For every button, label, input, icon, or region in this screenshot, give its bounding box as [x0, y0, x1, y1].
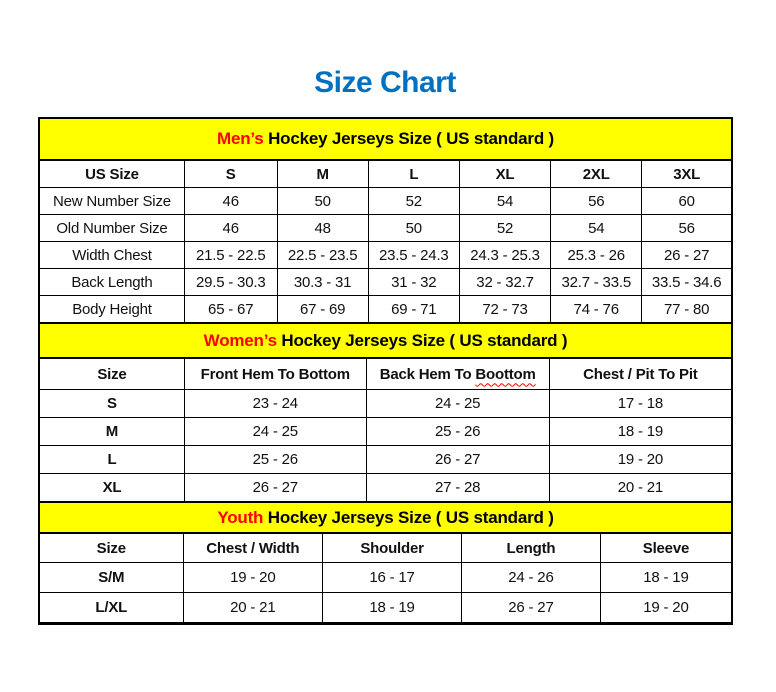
table-row: [40, 474, 731, 502]
data-cell: 31 - 32: [368, 269, 459, 296]
banner-text: Hockey Jerseys Size ( US standard ): [263, 129, 554, 148]
data-cell: 25.3 - 26: [551, 242, 642, 269]
data-cell: 24 - 25: [184, 418, 366, 446]
table-row: [40, 390, 731, 418]
data-cell: 26 - 27: [642, 242, 731, 269]
banner-highlight: Youth: [217, 507, 264, 527]
data-cell: 56: [642, 215, 731, 242]
table-row: [40, 593, 731, 623]
banner-text: Hockey Jerseys Size ( US standard ): [263, 507, 554, 527]
row-label: M: [40, 418, 184, 446]
data-cell: 48: [277, 215, 368, 242]
data-cell: 27 - 28: [366, 474, 549, 502]
table-row: [40, 296, 731, 323]
row-label: L: [40, 446, 184, 474]
size-chart: [38, 117, 733, 625]
data-cell: 30.3 - 31: [277, 269, 368, 296]
page-title: Size Chart: [314, 66, 456, 99]
data-cell: 50: [277, 188, 368, 215]
data-cell: 24 - 25: [366, 390, 549, 418]
data-cell: 21.5 - 22.5: [184, 242, 277, 269]
data-cell: 24.3 - 25.3: [459, 242, 550, 269]
column-header: Chest / Width: [183, 534, 323, 563]
size-table-mens: [40, 160, 731, 323]
data-cell: 54: [551, 215, 642, 242]
header-row: [40, 161, 731, 188]
data-cell: 16 - 17: [323, 563, 462, 593]
misspelled-word: Boottom: [475, 365, 536, 383]
row-label: Body Height: [40, 296, 184, 323]
data-cell: 18 - 19: [549, 418, 731, 446]
row-label: L/XL: [40, 593, 183, 623]
column-header: XL: [459, 161, 550, 188]
table-row: [40, 563, 731, 593]
column-header: L: [368, 161, 459, 188]
row-label: Old Number Size: [40, 215, 184, 242]
data-cell: 19 - 20: [183, 563, 323, 593]
data-cell: 26 - 27: [366, 446, 549, 474]
data-cell: 77 - 80: [642, 296, 731, 323]
data-cell: 32 - 32.7: [459, 269, 550, 296]
data-cell: 26 - 27: [184, 474, 366, 502]
section-banner-womens: [40, 323, 731, 358]
column-header: M: [277, 161, 368, 188]
data-cell: 46: [184, 188, 277, 215]
data-cell: 24 - 26: [462, 563, 601, 593]
row-label: S/M: [40, 563, 183, 593]
data-cell: 23.5 - 24.3: [368, 242, 459, 269]
row-label: New Number Size: [40, 188, 184, 215]
column-header: 3XL: [642, 161, 731, 188]
header-row: [40, 359, 731, 390]
table-row: [40, 418, 731, 446]
data-cell: 23 - 24: [184, 390, 366, 418]
data-cell: 54: [459, 188, 550, 215]
table-row: [40, 188, 731, 215]
data-cell: 33.5 - 34.6: [642, 269, 731, 296]
data-cell: 25 - 26: [366, 418, 549, 446]
table-row: [40, 215, 731, 242]
column-header: Sleeve: [600, 534, 731, 563]
data-cell: 50: [368, 215, 459, 242]
data-cell: 17 - 18: [549, 390, 731, 418]
data-cell: 60: [642, 188, 731, 215]
column-header: Chest / Pit To Pit: [549, 359, 731, 390]
column-header-text: Back Hem To: [379, 365, 476, 383]
data-cell: 29.5 - 30.3: [184, 269, 277, 296]
column-header: Size: [40, 359, 184, 390]
section-banner-mens: [40, 119, 731, 160]
data-cell: 67 - 69: [277, 296, 368, 323]
section-banner-youth: [40, 502, 731, 533]
table-row: [40, 242, 731, 269]
data-cell: 22.5 - 23.5: [277, 242, 368, 269]
column-header: [366, 359, 549, 390]
column-header: 2XL: [551, 161, 642, 188]
column-header: US Size: [40, 161, 184, 188]
data-cell: 32.7 - 33.5: [551, 269, 642, 296]
data-cell: 52: [368, 188, 459, 215]
data-cell: 19 - 20: [549, 446, 731, 474]
data-cell: 56: [551, 188, 642, 215]
data-cell: 74 - 76: [551, 296, 642, 323]
row-label: XL: [40, 474, 184, 502]
column-header: Size: [40, 534, 183, 563]
size-table-youth: [40, 533, 731, 623]
table-row: [40, 269, 731, 296]
column-header: Front Hem To Bottom: [184, 359, 366, 390]
row-label: S: [40, 390, 184, 418]
data-cell: 20 - 21: [549, 474, 731, 502]
column-header: Length: [462, 534, 601, 563]
size-table-womens: [40, 358, 731, 502]
banner-text: Hockey Jerseys Size ( US standard ): [276, 330, 568, 350]
column-header: S: [184, 161, 277, 188]
data-cell: 46: [184, 215, 277, 242]
data-cell: 26 - 27: [462, 593, 601, 623]
data-cell: 65 - 67: [184, 296, 277, 323]
data-cell: 19 - 20: [600, 593, 731, 623]
data-cell: 69 - 71: [368, 296, 459, 323]
data-cell: 25 - 26: [184, 446, 366, 474]
column-header: Shoulder: [323, 534, 462, 563]
header-row: [40, 534, 731, 563]
banner-highlight: Men’s: [217, 129, 264, 148]
table-row: [40, 446, 731, 474]
data-cell: 72 - 73: [459, 296, 550, 323]
data-cell: 20 - 21: [183, 593, 323, 623]
data-cell: 18 - 19: [600, 563, 731, 593]
banner-highlight: Women’s: [203, 330, 277, 350]
data-cell: 52: [459, 215, 550, 242]
row-label: Width Chest: [40, 242, 184, 269]
data-cell: 18 - 19: [323, 593, 462, 623]
row-label: Back Length: [40, 269, 184, 296]
